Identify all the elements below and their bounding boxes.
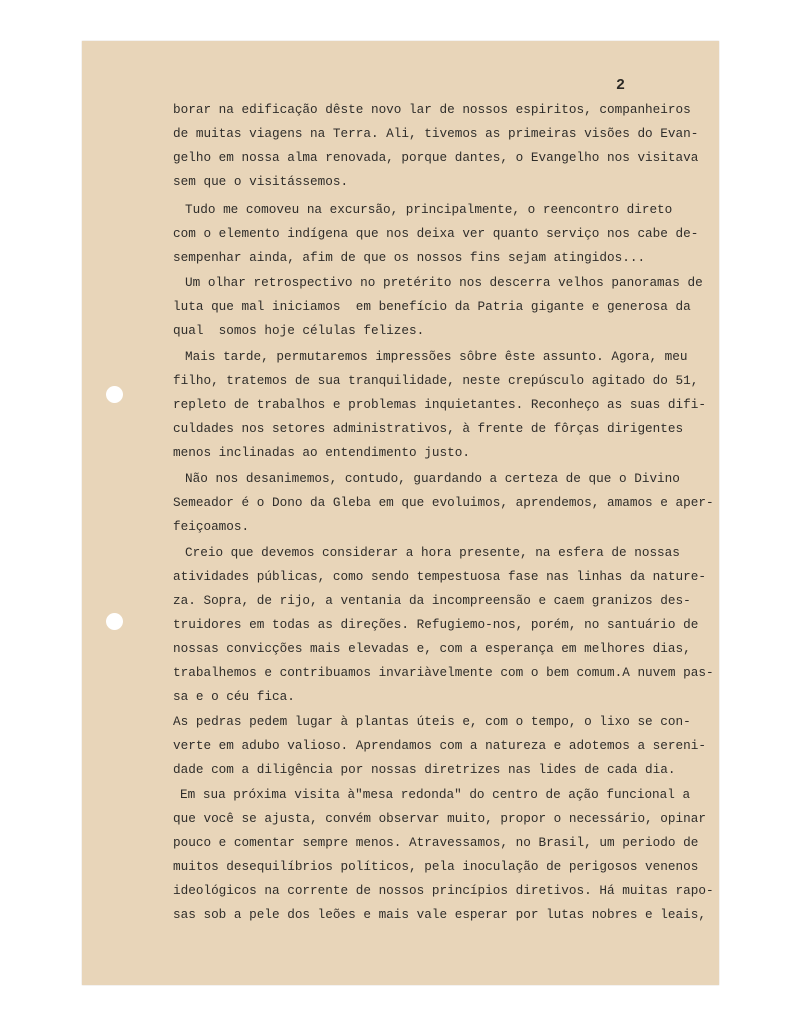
text-line: borar na edificação dêste novo lar de nossos espiritos, companheiros: [173, 102, 691, 117]
text-line: muitos desequilíbrios políticos, pela inoculação de perigosos venenos: [173, 859, 699, 874]
text-line: Semeador é o Dono da Gleba em que evoluimos, aprendemos, amamos e aper-: [173, 495, 714, 510]
text-line: truidores em todas as direções. Refugiemo-nos, porém, no santuário de: [173, 617, 699, 632]
text-line: trabalhemos e contribuamos invariàvelmente com o bem comum.A nuvem pas-: [173, 665, 714, 680]
text-line: verte em adubo valioso. Aprendamos com a natureza e adotemos a sereni-: [173, 738, 706, 753]
text-line: qual somos hoje células felizes.: [173, 323, 425, 338]
text-line: Em sua próxima visita à"mesa redonda" do centro de ação funcional a: [180, 787, 691, 802]
text-line: Não nos desanimemos, contudo, guardando a certeza de que o Divino: [185, 471, 680, 486]
punch-hole-top: [106, 386, 123, 403]
text-line: ideológicos na corrente de nossos princípios diretivos. Há muitas rapo-: [173, 883, 714, 898]
text-line: Creio que devemos considerar a hora presente, na esfera de nossas: [185, 545, 680, 560]
text-line: atividades públicas, como sendo tempestuosa fase nas linhas da nature-: [173, 569, 706, 584]
text-line: gelho em nossa alma renovada, porque dantes, o Evangelho nos visitava: [173, 150, 699, 165]
text-line: culdades nos setores administrativos, à frente de fôrças dirigentes: [173, 421, 684, 436]
text-line: sa e o céu fica.: [173, 689, 295, 704]
text-line: As pedras pedem lugar à plantas úteis e, com o tempo, o lixo se con-: [173, 714, 691, 729]
text-line: que você se ajusta, convém observar muito, propor o necessário, opinar: [173, 811, 706, 826]
text-line: Mais tarde, permutaremos impressões sôbre êste assunto. Agora, meu: [185, 349, 688, 364]
text-line: sempenhar ainda, afim de que os nossos fins sejam atingidos...: [173, 250, 646, 265]
punch-hole-bottom: [106, 613, 123, 630]
text-line: repleto de trabalhos e problemas inquietantes. Reconheço as suas difi-: [173, 397, 706, 412]
text-line: nossas convicções mais elevadas e, com a esperança em melhores dias,: [173, 641, 691, 656]
typewritten-page: [82, 41, 719, 985]
text-line: sem que o visitássemos.: [173, 174, 349, 189]
page-number: 2: [616, 77, 626, 94]
text-line: com o elemento indígena que nos deixa ver quanto serviço nos cabe de-: [173, 226, 699, 241]
text-line: Um olhar retrospectivo no pretérito nos descerra velhos panoramas de: [185, 275, 703, 290]
text-line: dade com a diligência por nossas diretrizes nas lides de cada dia.: [173, 762, 676, 777]
text-line: za. Sopra, de rijo, a ventania da incompreensão e caem granizos des-: [173, 593, 691, 608]
text-line: sas sob a pele dos leões e mais vale esperar por lutas nobres e leais,: [173, 907, 706, 922]
text-line: Tudo me comoveu na excursão, principalmente, o reencontro direto: [185, 202, 673, 217]
text-line: filho, tratemos de sua tranquilidade, neste crepúsculo agitado do 51,: [173, 373, 699, 388]
text-line: luta que mal iniciamos em benefício da Patria gigante e generosa da: [173, 299, 691, 314]
text-line: de muitas viagens na Terra. Ali, tivemos as primeiras visões do Evan-: [173, 126, 699, 141]
text-line: feiçoamos.: [173, 519, 250, 534]
text-line: pouco e comentar sempre menos. Atravessamos, no Brasil, um periodo de: [173, 835, 699, 850]
text-line: menos inclinadas ao entendimento justo.: [173, 445, 470, 460]
